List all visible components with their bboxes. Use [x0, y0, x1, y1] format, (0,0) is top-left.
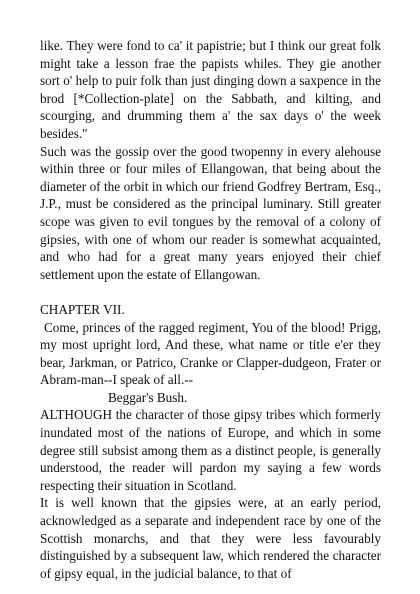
paragraph-1: like. They were fond to ca' it papistrie; but I think our great folk might take a lesson frae the papists whiles. They gie another sort o' help to puir folk than just dinging down a saxpence in the brod [*Collection-plate] on the Sabbath, and kilting, and scourging, and drumming them a' the sax days o' the week besides." [40, 38, 381, 141]
paragraph-4: It is well known that the gipsies were, at an early period, acknowledged as a separate and independent race by one of the Scottish monarchs, and that they were less favourably distinguished by a subsequent law, which rendered the character of gipsy equal, in the judicial balance, to that of [40, 495, 381, 581]
document-page [40, 37, 381, 582]
paragraph-3: ALTHOUGH the character of those gipsy tribes which formerly inundated most of the nations of Europe, and which in some degree still subsist among them as a distinct people, is generally understood, the reader will pardon my saying a few words respecting their situation in Scotland. [40, 407, 381, 493]
blank-line [40, 283, 381, 301]
chapter-heading: CHAPTER VII. [40, 301, 125, 317]
chapter-epigraph: Come, princes of the ragged regiment, You of the blood! Prigg, my most upright lord, And these, what name or title e'er they bear, Jarkman, or Patrico, Cranke or Clapper-dudgeon, Frater or Abram-man--I speak of all.-- [40, 319, 381, 388]
paragraph-2: Such was the gossip over the good twopenny in every alehouse within three or four miles of Ellangowan, that being about the diameter of the orbit in which our friend Godfrey Bertram, Esq., J.P., must be considered as the principal luminary. Still greater scope was given to evil tongues by the removal of a colony of gipsies, with one of whom our reader is somewhat acquainted, and who had for a great many years enjoyed their chief settlement upon the estate of Ellangowan. [40, 143, 381, 282]
epigraph-attribution: Beggar's Bush. [108, 389, 188, 405]
